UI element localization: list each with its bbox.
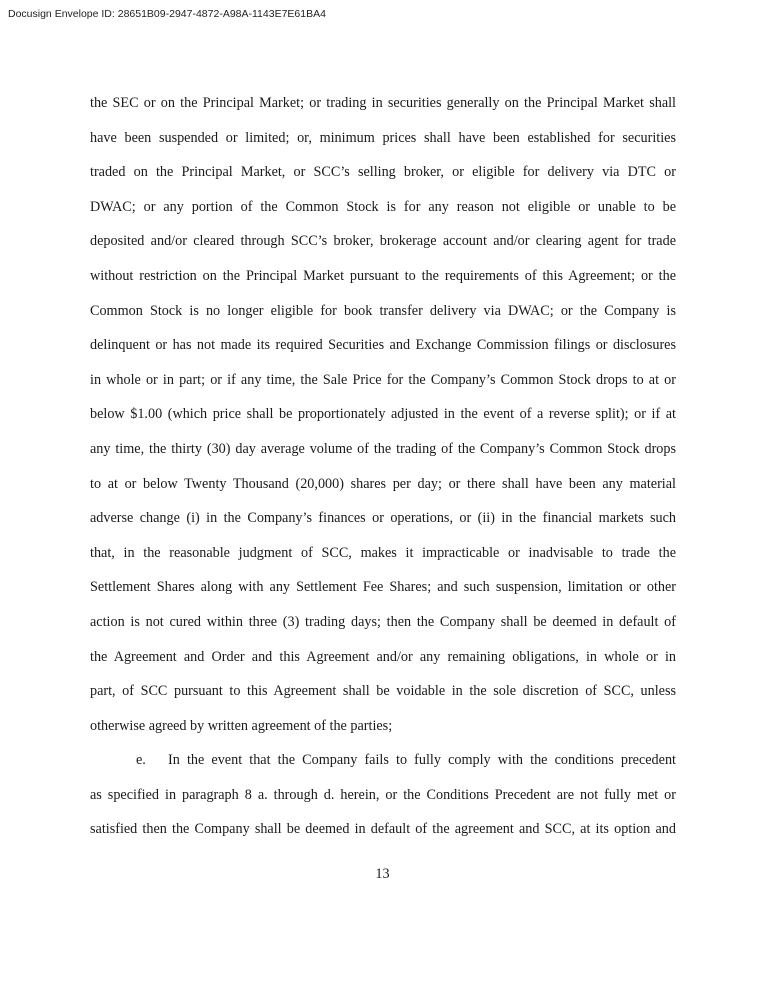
body-line: in whole or in part; or if any time, the Sale Price for the Company’s Common Stock drops to at or bbox=[90, 371, 676, 388]
body-line: that, in the reasonable judgment of SCC, makes it impracticable or inadvisable to trade the bbox=[90, 544, 676, 561]
paragraph-e-first-line bbox=[90, 743, 676, 778]
paragraph-e-line: as specified in paragraph 8 a. through d. herein, or the Conditions Precedent are not fully met or bbox=[90, 786, 676, 803]
paragraph-e-line: satisfied then the Company shall be deemed in default of the agreement and SCC, at its option and bbox=[90, 821, 676, 838]
paragraph-e-label: e. bbox=[136, 752, 146, 769]
body-line: DWAC; or any portion of the Common Stock is for any reason not eligible or unable to be bbox=[90, 198, 676, 215]
body-line: Common Stock is no longer eligible for book transfer delivery via DWAC; or the Company is bbox=[90, 302, 676, 319]
body-line: the Agreement and Order and this Agreement and/or any remaining obligations, in whole or in bbox=[90, 648, 676, 665]
body-line: deposited and/or cleared through SCC’s broker, brokerage account and/or clearing agent for trade bbox=[90, 233, 676, 250]
body-line: action is not cured within three (3) trading days; then the Company shall be deemed in default of bbox=[90, 613, 676, 630]
body-line: have been suspended or limited; or, minimum prices shall have been established for securities bbox=[90, 129, 676, 146]
body-line: without restriction on the Principal Market pursuant to the requirements of this Agreement; or the bbox=[90, 267, 676, 284]
body-line: delinquent or has not made its required Securities and Exchange Commission filings or disclosures bbox=[90, 337, 676, 354]
body-line: part, of SCC pursuant to this Agreement shall be voidable in the sole discretion of SCC, unless bbox=[90, 683, 676, 700]
body-line: below $1.00 (which price shall be proportionately adjusted in the event of a reverse split); or if at bbox=[90, 406, 676, 423]
body-line: any time, the thirty (30) day average volume of the trading of the Company’s Common Stock drops bbox=[90, 440, 676, 457]
page-number: 13 bbox=[375, 866, 390, 882]
body-line-paragraph-end: otherwise agreed by written agreement of the parties; bbox=[90, 717, 393, 734]
body-line: the SEC or on the Principal Market; or trading in securities generally on the Principal Market shall bbox=[90, 95, 676, 111]
body-line: traded on the Principal Market, or SCC’s selling broker, or eligible for delivery via DTC or bbox=[90, 164, 676, 181]
document-body bbox=[90, 86, 676, 847]
body-line: to at or below Twenty Thousand (20,000) shares per day; or there shall have been any material bbox=[90, 475, 676, 492]
body-line: Settlement Shares along with any Settlement Fee Shares; and such suspension, limitation or other bbox=[90, 579, 676, 596]
body-line: adverse change (i) in the Company’s finances or operations, or (ii) in the financial markets such bbox=[90, 510, 676, 527]
paragraph-e-first-text: In the event that the Company fails to fully comply with the conditions precedent bbox=[168, 752, 676, 769]
docusign-envelope-id: Docusign Envelope ID: 28651B09-2947-4872-A98A-1143E7E61BA4 bbox=[8, 8, 326, 20]
